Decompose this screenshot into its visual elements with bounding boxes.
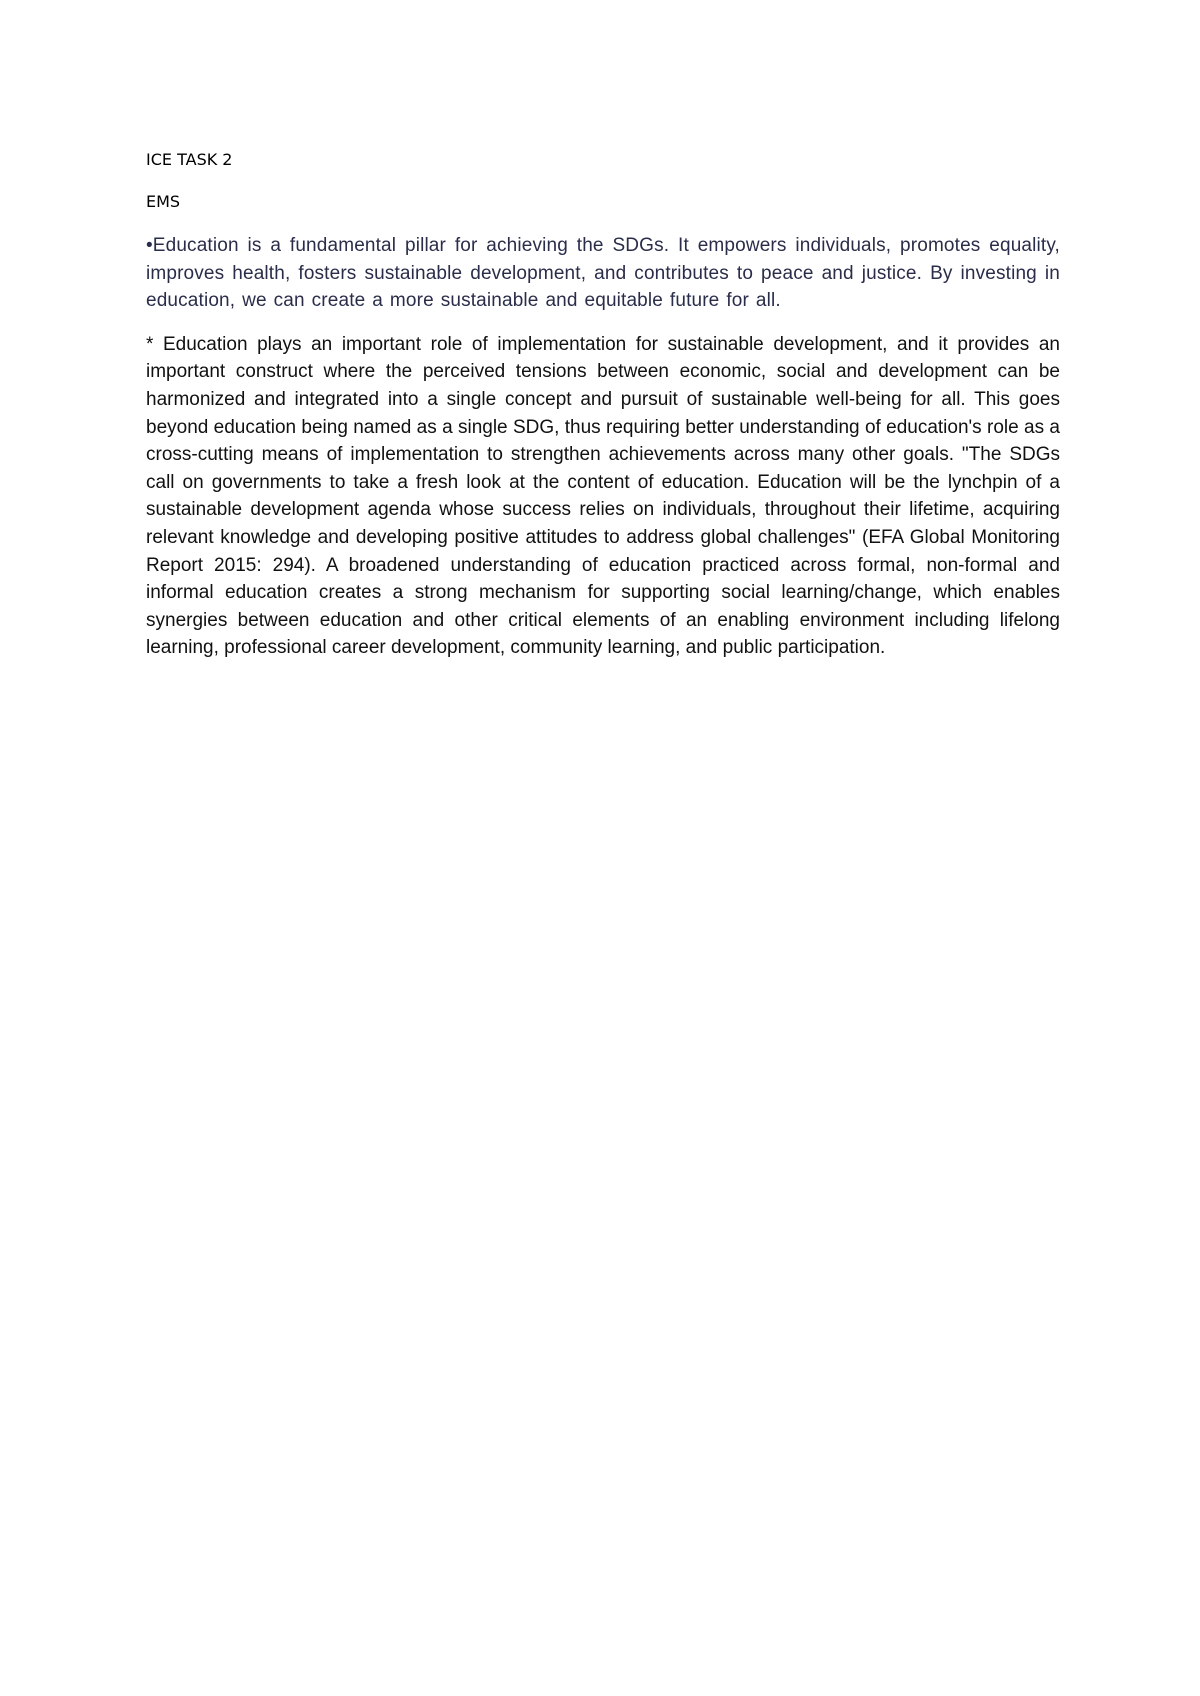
paragraph-1: •Education is a fundamental pillar for achieving the SDGs. It empowers individuals, promotes equality, improves health, fosters sustainable development, and contributes to peace and justice. By investing in education, we can create a more sustainable and equitable future for all. (146, 235, 1060, 312)
document-subtitle: EMS (146, 192, 181, 211)
paragraph-2: * Education plays an important role of implementation for sustainable development, and it provides an important construct where the perceived tensions between economic, social and development can be harmonized and integrated into a single concept and pursuit of sustainable well-being for all. This goes beyond education being named as a single SDG, thus requiring better understanding of education's role as a cross-cutting means of implementation to strengthen achievements across many other goals. "The SDGs call on governments to take a fresh look at the content of education. Education will be the lynchpin of a sustainable development agenda whose success relies on individuals, throughout their lifetime, acquiring relevant knowledge and developing positive attitudes to address global challenges" (EFA Global Monitoring Report 2015: 294). A broadened understanding of education practiced across formal, non-formal and informal education creates a strong mechanism for supporting social learning/change, which enables synergies between education and other critical elements of an enabling environment including lifelong learning, professional career development, community learning, and public participation. (146, 333, 1060, 659)
document-body (146, 150, 1060, 662)
document-title: ICE TASK 2 (146, 150, 233, 169)
